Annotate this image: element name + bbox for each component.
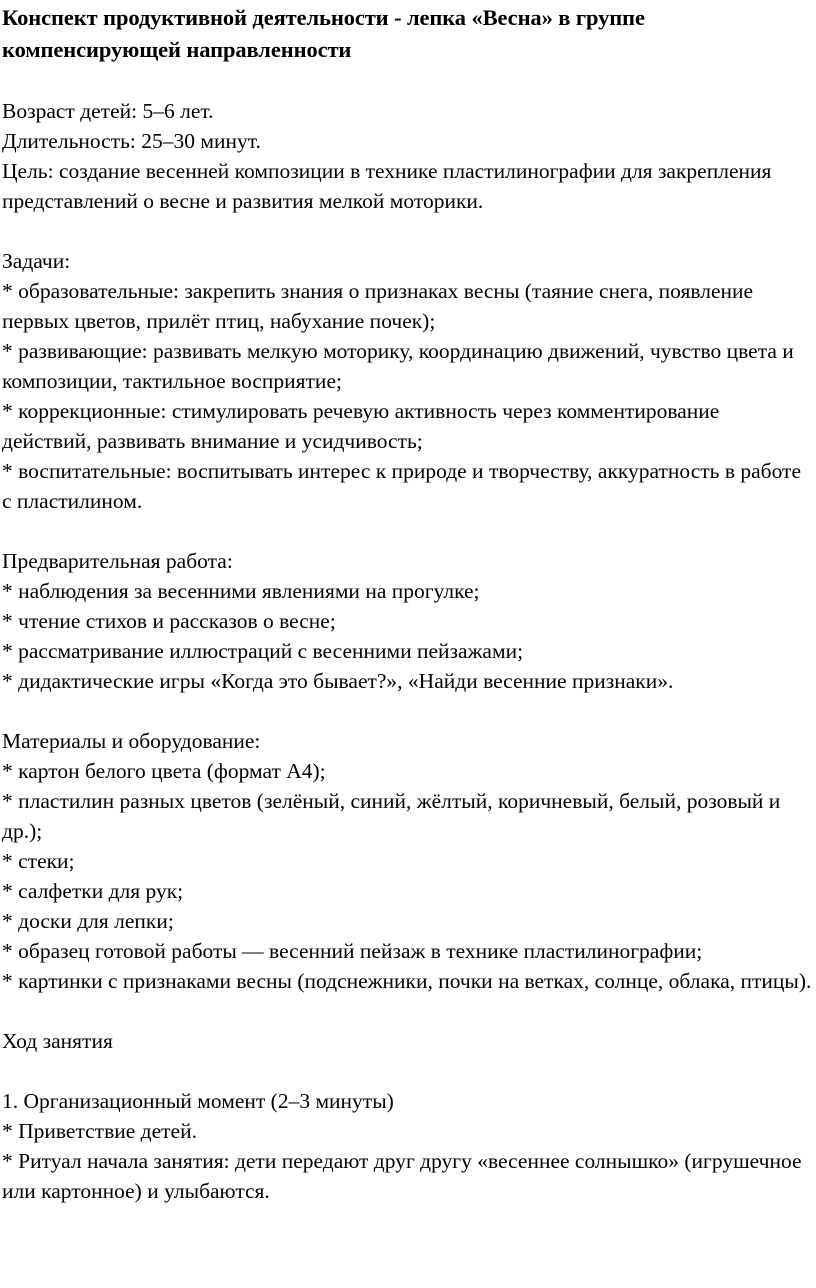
list-item: * салфетки для рук; <box>2 879 184 903</box>
list-item: * чтение стихов и рассказов о весне; <box>2 609 336 633</box>
materials-heading: Материалы и оборудование: <box>2 729 261 753</box>
list-item: * рассматривание иллюстраций с весенними пейзажами; <box>2 639 524 663</box>
list-item: * картон белого цвета (формат А4); <box>2 759 326 783</box>
course-heading: Ход занятия <box>2 1029 113 1053</box>
list-item: * развивающие: развивать мелкую моторику, координацию движений, чувство цвета и композиции, тактильное восприятие; <box>2 339 800 393</box>
duration-line: Длительность: 25–30 минут. <box>2 129 261 153</box>
list-item: * пластилин разных цветов (зелёный, синий, жёлтый, коричневый, белый, розовый и др.); <box>2 789 786 843</box>
list-item: * воспитательные: воспитывать интерес к природе и творчеству, аккуратность в работе с пластилином. <box>2 459 807 513</box>
spacer <box>2 516 814 546</box>
intro-section <box>2 96 814 216</box>
tasks-section <box>2 246 814 516</box>
preliminary-heading: Предварительная работа: <box>2 549 233 573</box>
materials-section <box>2 726 814 996</box>
list-item: * стеки; <box>2 849 75 873</box>
spacer <box>2 996 814 1026</box>
document-page <box>2 0 814 1206</box>
age-line: Возраст детей: 5–6 лет. <box>2 99 214 123</box>
spacer <box>2 216 814 246</box>
list-item: * образовательные: закрепить знания о признаках весны (таяние снега, появление первых цветов, прилёт птиц, набухание почек); <box>2 279 759 333</box>
spacer <box>2 66 814 96</box>
preliminary-section <box>2 546 814 696</box>
list-item: * дидактические игры «Когда это бывает?», «Найди весенние признаки». <box>2 669 674 693</box>
course-section <box>2 1026 814 1206</box>
step1-heading: 1. Организационный момент (2–3 минуты) <box>2 1089 394 1113</box>
document-title: Конспект продуктивной деятельности - лепка «Весна» в группе компенсирующей направленности <box>2 5 645 62</box>
list-item: * наблюдения за весенними явлениями на прогулке; <box>2 579 480 603</box>
list-item: * Приветствие детей. <box>2 1119 197 1143</box>
list-item: * Ритуал начала занятия: дети передают друг другу «весеннее солнышко» (игрушечное или картонное) и улыбаются. <box>2 1149 807 1203</box>
spacer <box>2 696 814 726</box>
list-item: * образец готовой работы — весенний пейзаж в технике пластилинографии; <box>2 939 703 963</box>
list-item: * доски для лепки; <box>2 909 174 933</box>
spacer <box>2 1056 814 1086</box>
tasks-heading: Задачи: <box>2 249 71 273</box>
list-item: * картинки с признаками весны (подснежники, почки на ветках, солнце, облака, птицы). <box>2 969 812 993</box>
list-item: * коррекционные: стимулировать речевую активность через комментирование действий, развивать внимание и усидчивость; <box>2 399 725 453</box>
goal-paragraph: Цель: создание весенней композиции в технике пластилинографии для закрепления представлений о весне и развития мелкой моторики. <box>2 159 777 213</box>
